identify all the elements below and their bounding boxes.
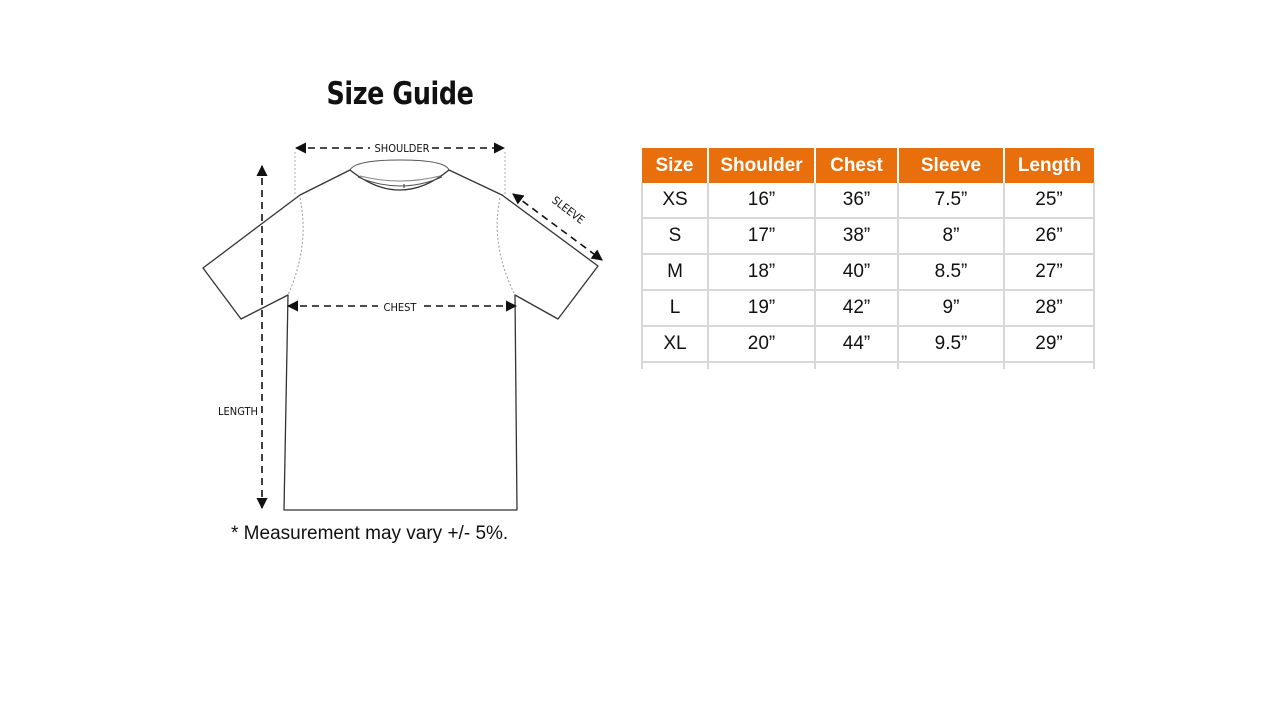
- header-chest: Chest: [815, 148, 898, 183]
- cell-size: M: [642, 254, 708, 290]
- table-row: [642, 218, 1094, 254]
- size-table: [641, 148, 1095, 369]
- shoulder-label: SHOULDER: [374, 142, 430, 155]
- cell-length: 25”: [1004, 183, 1094, 218]
- header-length: Length: [1004, 148, 1094, 183]
- length-label: LENGTH: [218, 405, 258, 418]
- header-sleeve: Sleeve: [898, 148, 1004, 183]
- page-title: Size Guide: [326, 76, 474, 112]
- cell-chest: 42”: [815, 290, 898, 326]
- header-size: Size: [642, 148, 708, 183]
- cell-size: XS: [642, 183, 708, 218]
- cell-shoulder: 16”: [708, 183, 815, 218]
- table-spacer-row: [642, 362, 1094, 369]
- cell-size: S: [642, 218, 708, 254]
- cell-length: 29”: [1004, 326, 1094, 362]
- table-header-row: [642, 148, 1094, 183]
- cell-length: 27”: [1004, 254, 1094, 290]
- cell-sleeve: 7.5”: [898, 183, 1004, 218]
- cell-length: 28”: [1004, 290, 1094, 326]
- spacer-cell: [815, 362, 898, 369]
- spacer-cell: [642, 362, 708, 369]
- cell-chest: 44”: [815, 326, 898, 362]
- cell-sleeve: 9.5”: [898, 326, 1004, 362]
- table-row: [642, 254, 1094, 290]
- cell-chest: 38”: [815, 218, 898, 254]
- cell-shoulder: 19”: [708, 290, 815, 326]
- cell-chest: 40”: [815, 254, 898, 290]
- cell-chest: 36”: [815, 183, 898, 218]
- table-row: [642, 290, 1094, 326]
- cell-sleeve: 8.5”: [898, 254, 1004, 290]
- length-dimension: [218, 166, 262, 508]
- cell-size: XL: [642, 326, 708, 362]
- table-row: [642, 183, 1094, 218]
- spacer-cell: [1004, 362, 1094, 369]
- cell-sleeve: 8”: [898, 218, 1004, 254]
- spacer-cell: [708, 362, 815, 369]
- cell-shoulder: 20”: [708, 326, 815, 362]
- table-row: [642, 326, 1094, 362]
- cell-shoulder: 18”: [708, 254, 815, 290]
- cell-length: 26”: [1004, 218, 1094, 254]
- header-shoulder: Shoulder: [708, 148, 815, 183]
- measurement-note: * Measurement may vary +/- 5%.: [231, 523, 509, 544]
- cell-sleeve: 9”: [898, 290, 1004, 326]
- cell-size: L: [642, 290, 708, 326]
- sleeve-label: SLEEVE: [549, 193, 587, 227]
- cell-shoulder: 17”: [708, 218, 815, 254]
- chest-label: CHEST: [383, 301, 417, 314]
- spacer-cell: [898, 362, 1004, 369]
